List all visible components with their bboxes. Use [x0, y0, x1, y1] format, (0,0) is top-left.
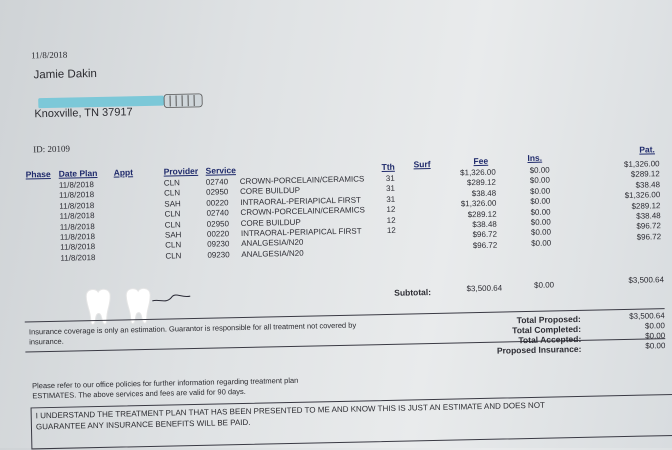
row-provider: CLN: [164, 178, 180, 187]
row-code: 00220: [206, 198, 228, 207]
row-insurance: $0.00: [504, 176, 550, 186]
row-provider: CLN: [164, 189, 180, 198]
row-fee: $289.12: [440, 178, 496, 188]
row-provider: CLN: [165, 251, 181, 260]
total-label: Total Completed:: [447, 324, 581, 337]
subtotal-ins: $0.00: [506, 280, 554, 290]
row-description: CROWN-PORCELAIN/CERAMICS: [240, 206, 365, 218]
header-appt: Appt: [114, 167, 134, 177]
row-provider: SAH: [164, 199, 181, 208]
row-description: INTRAORAL-PERIAPICAL FIRST: [241, 226, 362, 238]
row-description: CORE BUILDUP: [241, 217, 301, 227]
row-fee: $96.72: [441, 230, 497, 240]
total-value: $3,500.64: [603, 311, 665, 321]
row-insurance: $0.00: [505, 228, 551, 238]
row-date: 11/8/2018: [59, 211, 94, 221]
row-tooth: 12: [387, 226, 396, 235]
row-date: 11/8/2018: [59, 190, 94, 200]
row-patient-amount: $1,326.00: [600, 190, 660, 200]
row-code: 09230: [207, 240, 229, 249]
row-provider: CLN: [165, 241, 181, 250]
patient-name: Jamie Dakin: [33, 68, 97, 81]
row-description: CORE BUILDUP: [240, 186, 300, 196]
total-label: Proposed Insurance:: [447, 344, 581, 357]
row-fee: $38.48: [440, 188, 496, 198]
row-fee: $38.48: [441, 220, 497, 230]
row-date: 11/8/2018: [60, 242, 95, 252]
header-phase: Phase: [26, 169, 51, 180]
policy-line-1: Please refer to our office policies for further information regarding treatment plan: [32, 376, 298, 391]
row-patient-amount: $38.48: [600, 180, 660, 190]
row-fee: $289.12: [441, 209, 497, 219]
row-code: 09230: [207, 250, 229, 259]
row-tooth: 31: [386, 184, 395, 193]
row-patient-amount: $289.12: [600, 201, 660, 211]
row-provider: CLN: [165, 220, 181, 229]
disclaimer-line-1: Insurance coverage is only an estimation. Guarantor is responsible for all treatment not covered by: [29, 321, 356, 337]
total-label: Total Accepted:: [447, 334, 581, 347]
row-date: 11/8/2018: [59, 201, 94, 211]
total-value: $0.00: [603, 321, 665, 331]
row-code: 00220: [207, 229, 229, 238]
row-date: 11/8/2018: [60, 232, 95, 242]
row-description: CROWN-PORCELAIN/CERAMICS: [240, 174, 365, 186]
total-value: $0.00: [603, 341, 665, 351]
row-description: INTRAORAL-PERIAPICAL FIRST: [240, 195, 361, 207]
row-insurance: $0.00: [504, 186, 550, 196]
header-fee: Fee: [473, 156, 488, 166]
patient-id: ID: 20109: [33, 144, 70, 155]
row-provider: SAH: [165, 230, 182, 239]
row-patient-amount: $289.12: [600, 170, 660, 180]
row-code: 02740: [206, 208, 228, 217]
row-patient-amount: $38.48: [601, 211, 661, 221]
header-pat: Pat.: [639, 144, 655, 154]
row-date: 11/8/2018: [60, 253, 95, 263]
header-tth: Tth: [381, 162, 394, 172]
acknowledgement-line-1: I UNDERSTAND THE TREATMENT PLAN THAT HAS BEEN PRESENTED TO ME AND KNOW THIS IS JUST AN ESTIMATE AND DOES NOT: [36, 401, 545, 421]
row-tooth: 12: [387, 215, 396, 224]
total-value: $0.00: [603, 331, 665, 341]
policy-line-2: ESTIMATES. The above services and fees are valid for 90 days.: [32, 387, 246, 400]
patient-address: Knoxville, TN 37917: [34, 106, 132, 120]
row-insurance: $0.00: [505, 218, 551, 228]
row-patient-amount: $1,326.00: [599, 159, 659, 169]
disclaimer-line-2: insurance.: [29, 337, 64, 347]
row-fee: $1,326.00: [440, 168, 496, 178]
row-provider: CLN: [164, 209, 180, 218]
header-surf: Surf: [413, 159, 430, 169]
document-date: 11/8/2018: [31, 50, 67, 61]
row-fee: $1,326.00: [440, 199, 496, 209]
row-tooth: 31: [386, 195, 395, 204]
row-patient-amount: $96.72: [601, 232, 661, 242]
total-label: Total Proposed:: [447, 314, 581, 327]
row-code: 02740: [206, 177, 228, 186]
row-insurance: $0.00: [504, 166, 550, 176]
row-description: ANALGESIA/N20: [241, 248, 303, 258]
row-insurance: $0.00: [504, 197, 550, 207]
header-ins: Ins.: [527, 153, 542, 163]
header-provider: Provider: [164, 166, 199, 177]
acknowledgement-line-2: GUARANTEE ANY INSURANCE BENEFITS WILL BE PAID.: [36, 418, 251, 431]
subtotal-fee: $3,500.64: [442, 284, 502, 294]
row-code: 02950: [206, 188, 228, 197]
row-fee: $96.72: [441, 240, 497, 250]
row-patient-amount: $96.72: [601, 222, 661, 232]
row-description: ANALGESIA/N20: [241, 238, 303, 248]
row-date: 11/8/2018: [60, 222, 95, 232]
row-code: 02950: [207, 219, 229, 228]
row-insurance: $0.00: [504, 207, 550, 217]
acknowledgement-box: [31, 394, 672, 449]
header-date-plan: Date Plan: [59, 168, 98, 179]
subtotal-pat: $3,500.64: [604, 275, 664, 285]
row-insurance: $0.00: [505, 238, 551, 248]
row-tooth: 31: [386, 174, 395, 183]
row-date: 11/8/2018: [59, 180, 94, 190]
header-service: Service: [206, 165, 236, 176]
subtotal-label: Subtotal:: [394, 287, 431, 298]
row-tooth: 12: [386, 205, 395, 214]
